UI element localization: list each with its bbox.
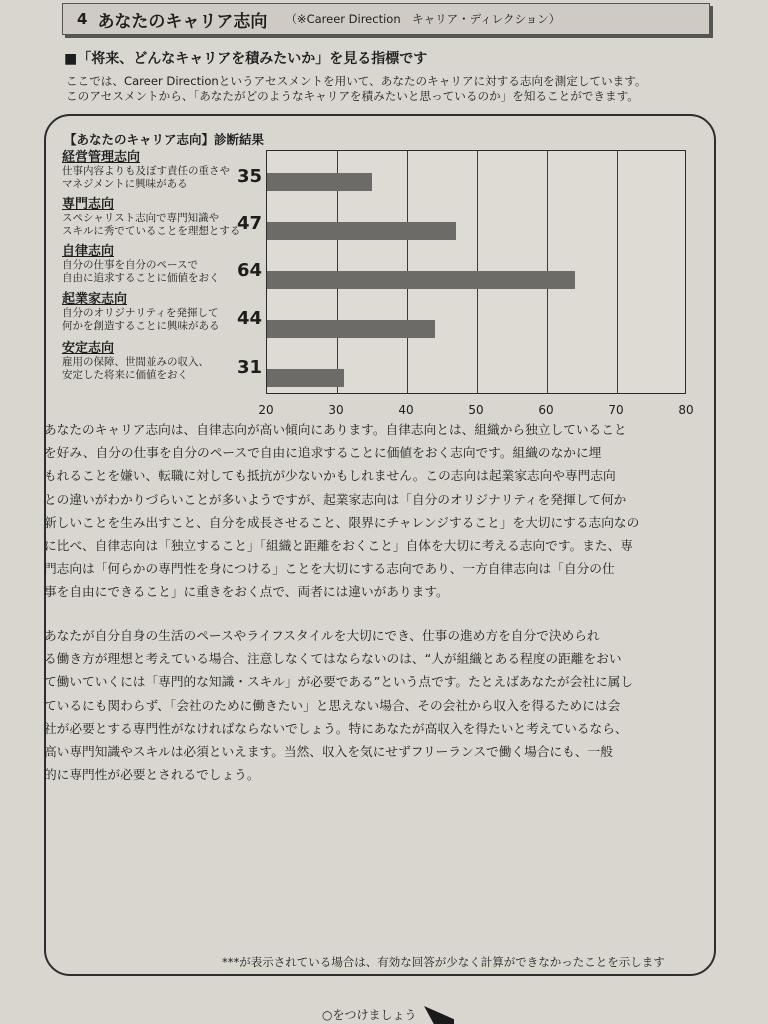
- paragraph-line: に比べ、自律志向は「独立すること」「組織と距離をおくこと」自体を大切に考える志向です。また、専: [44, 538, 633, 554]
- paragraph-line: る働き方が理想と考えている場合、注意しなくてはならないのは、“人が組織とある程度の距離をおい: [44, 651, 622, 667]
- paragraph-line: 門志向は「何らかの専門性を身につける」ことを大切にする志向であり、一方自律志向は「自分の仕: [44, 561, 615, 577]
- paragraph-line: を好み、自分の仕事を自分のペースで自由に追求することに価値をおく志向です。組織のなかに埋: [44, 445, 602, 461]
- bar-chart: [266, 150, 686, 394]
- category-name: 起業家志向: [62, 292, 128, 307]
- footnote: ***が表示されている場合は、有効な回答が少なく計算ができなかったことを示します: [222, 955, 665, 969]
- category-value-label: 64: [236, 260, 262, 281]
- category-description: 自分の仕事を自分のペースで 自由に追求することに価値をおく: [62, 259, 220, 284]
- paragraph-line: との違いがわかりづらいことが多いようですが、起業家志向は「自分のオリジナリティを発揮して何か: [44, 491, 627, 507]
- chart-category: [62, 244, 262, 285]
- chart-bar: [267, 173, 372, 191]
- category-value-label: 31: [236, 357, 262, 378]
- category-description: スペシャリスト志向で専門知識や スキルに秀でていることを理想とする: [62, 212, 241, 237]
- bottom-text-fragment: ○をつけましょう: [322, 1008, 417, 1022]
- intro-line: このアセスメントから、「あなたがどのようなキャリアを積みたいと思っているのか」を知ることができます。: [66, 89, 639, 103]
- intro-line: ここでは、Career Directionというアセスメントを用いて、あなたのキャリアに対する志向を測定しています。: [66, 74, 647, 88]
- paragraph-line: 高い専門知識やスキルは必須といえます。当然、収入を気にせずフリーランスで働く場合にも、一般: [44, 744, 613, 760]
- section-note: （※Career Direction キャリア・ディレクション）: [285, 12, 561, 26]
- section-number: 4: [77, 10, 88, 28]
- paragraph-line: あなたのキャリア志向は、自律志向が高い傾向にあります。自律志向とは、組織から独立していること: [44, 422, 627, 437]
- section-header: [62, 3, 710, 35]
- category-value-label: 47: [236, 213, 262, 234]
- paragraph-line: 事を自由にできること」に重きをおく点で、両者には違いがあります。: [44, 584, 449, 600]
- chart-bar: [267, 222, 456, 240]
- category-value-label: 35: [236, 166, 262, 187]
- chart-gridline: [617, 151, 618, 393]
- category-description: 雇用の保障、世間並みの収入、 安定した将来に価値をおく: [62, 356, 209, 381]
- paragraph-1: [44, 418, 704, 604]
- paragraph-line: 新しいことを生み出すこと、自分を成長させること、限界にチャレンジすること」を大切にする志向なの: [44, 514, 640, 530]
- chart-title: 【あなたのキャリア志向】診断結果: [64, 132, 265, 147]
- chart-category: [62, 292, 262, 333]
- x-tick-label: 70: [608, 403, 624, 417]
- paragraph-line: もれることを嫌い、転職に対しても抵抗が少ないかもしれません。この志向は起業家志向や専門志向: [44, 468, 616, 484]
- paragraph-line: て働いていくには「専門的な知識・スキル」が必要である”という点です。たとえばあなたが会社に属し: [44, 674, 634, 690]
- x-tick-label: 50: [468, 403, 484, 417]
- x-tick-label: 80: [678, 403, 694, 417]
- subheading: ■「将来、どんなキャリアを積みたいか」を見る指標です: [64, 51, 428, 67]
- paragraph-line: 社が必要とする専門性がなければならないでしょう。特にあなたが高収入を得たいと考えているなら、: [44, 720, 628, 736]
- category-description: 仕事内容よりも及ぼす責任の重さや マネジメントに興味がある: [62, 165, 230, 190]
- x-tick-label: 40: [398, 403, 414, 417]
- x-tick-label: 60: [538, 403, 554, 417]
- paragraph-line: ているにも関わらず、「会社のために働きたい」と思えない場合、その会社から収入を得るためには会: [44, 697, 621, 713]
- category-description: 自分のオリジナリティを発揮して 何かを創造することに興味がある: [62, 307, 220, 332]
- x-tick-label: 30: [328, 403, 344, 417]
- chart-bar: [267, 369, 344, 387]
- chart-category: [62, 150, 262, 191]
- chart-category: [62, 197, 262, 238]
- category-name: 経営管理志向: [62, 150, 141, 165]
- category-name: 自律志向: [62, 244, 115, 259]
- paragraph-line: 的に専門性が必要とされるでしょう。: [44, 767, 260, 783]
- chart-bar: [267, 271, 575, 289]
- intro-text: [66, 74, 686, 104]
- pen-icon: [424, 1006, 454, 1024]
- chart-bar: [267, 320, 435, 338]
- paragraph-2: [44, 624, 704, 786]
- category-value-label: 44: [236, 308, 262, 329]
- category-name: 専門志向: [62, 197, 115, 212]
- section-title: あなたのキャリア志向: [97, 11, 268, 32]
- chart-category: [62, 341, 262, 382]
- category-name: 安定志向: [62, 341, 115, 356]
- x-tick-label: 20: [258, 403, 274, 417]
- paragraph-line: あなたが自分自身の生活のペースやライフスタイルを大切にでき、仕事の進め方を自分で決められ: [44, 628, 600, 643]
